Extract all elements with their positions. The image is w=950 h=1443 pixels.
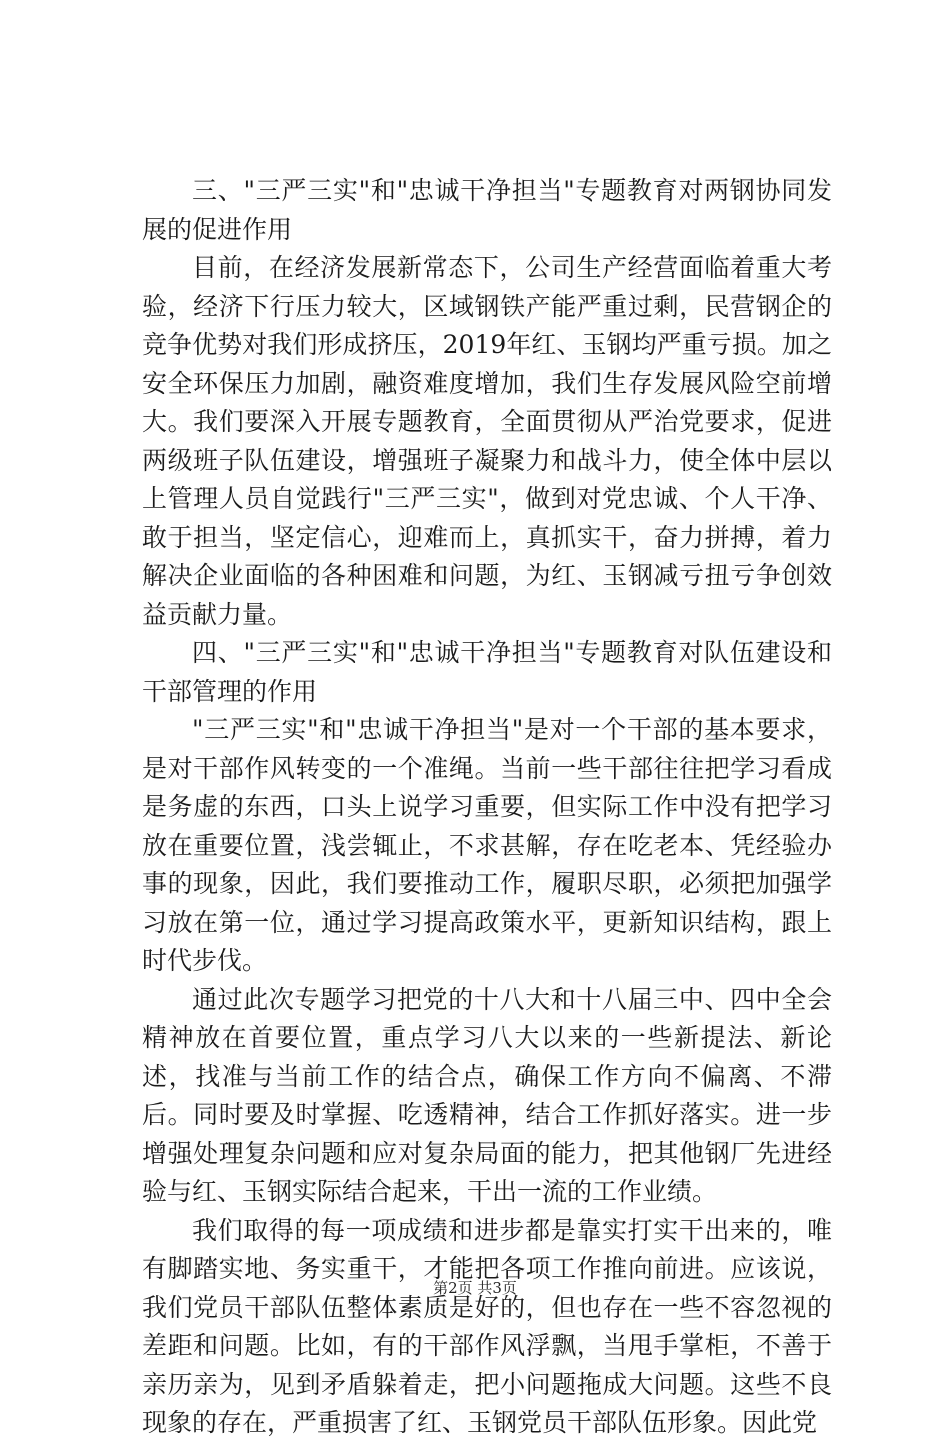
paragraph: 我们取得的每一项成绩和进步都是靠实打实干出来的，唯有脚踏实地、务实重干，才能把各项工作推向前进。应该说，我们党员干部队伍整体素质是好的，但也存在一些不容忽视的差距和问题。比如，有的干部作风浮飘，当甩手掌柜，不善于亲历亲为，见到矛盾躲着走，把小问题拖成大问题。这些不良现象的存在，严重损害了红、玉钢党员干部队伍形象。因此党 [142,1215,832,1437]
page-number-footer: 第2页 共3页 [433,1279,517,1297]
paragraph: 目前，在经济发展新常态下，公司生产经营面临着重大考验，经济下行压力较大，区域钢铁产能严重过剩，民营钢企的竞争优势对我们形成挤压，2019年红、玉钢均严重亏损。加之安全环保压力加剧，融资难度增加，我们生存发展风险空前增大。我们要深入开展专题教育，全面贯彻从严治党要求，促进两级班子队伍建设，增强班子凝聚力和战斗力，使全体中层以上管理人员自觉践行"三严三实"，做到对党忠诚、个人干净、敢于担当，坚定信心，迎难而上，真抓实干，奋力拼搏，着力解决企业面临的各种困难和问题，为红、玉钢减亏扭亏争创效益贡献力量。 [142,253,832,629]
paragraph: 通过此次专题学习把党的十八大和十八届三中、四中全会精神放在首要位置，重点学习八大以来的一些新提法、新论述，找准与当前工作的结合点，确保工作方向不偏离、不滞后。同时要及时掌握、吃透精神，结合工作抓好落实。进一步增强处理复杂问题和应对复杂局面的能力，把其他钢厂先进经验与红、玉钢实际结合起来，干出一流的工作业绩。 [142,984,832,1206]
section-heading-four: 四、"三严三实"和"忠诚干净担当"专题教育对队伍建设和干部管理的作用 [142,638,832,706]
document-body [142,172,832,1443]
paragraph: "三严三实"和"忠诚干净担当"是对一个干部的基本要求，是对干部作风转变的一个准绳。当前一些干部往往把学习看成是务虚的东西，口头上说学习重要，但实际工作中没有把学习放在重要位置，浅尝辄止，不求甚解，存在吃老本、凭经验办事的现象，因此，我们要推动工作，履职尽职，必须把加强学习放在第一位，通过学习提高政策水平，更新知识结构，跟上时代步伐。 [142,715,832,975]
section-heading-three: 三、"三严三实"和"忠诚干净担当"专题教育对两钢协同发展的促进作用 [142,176,832,244]
